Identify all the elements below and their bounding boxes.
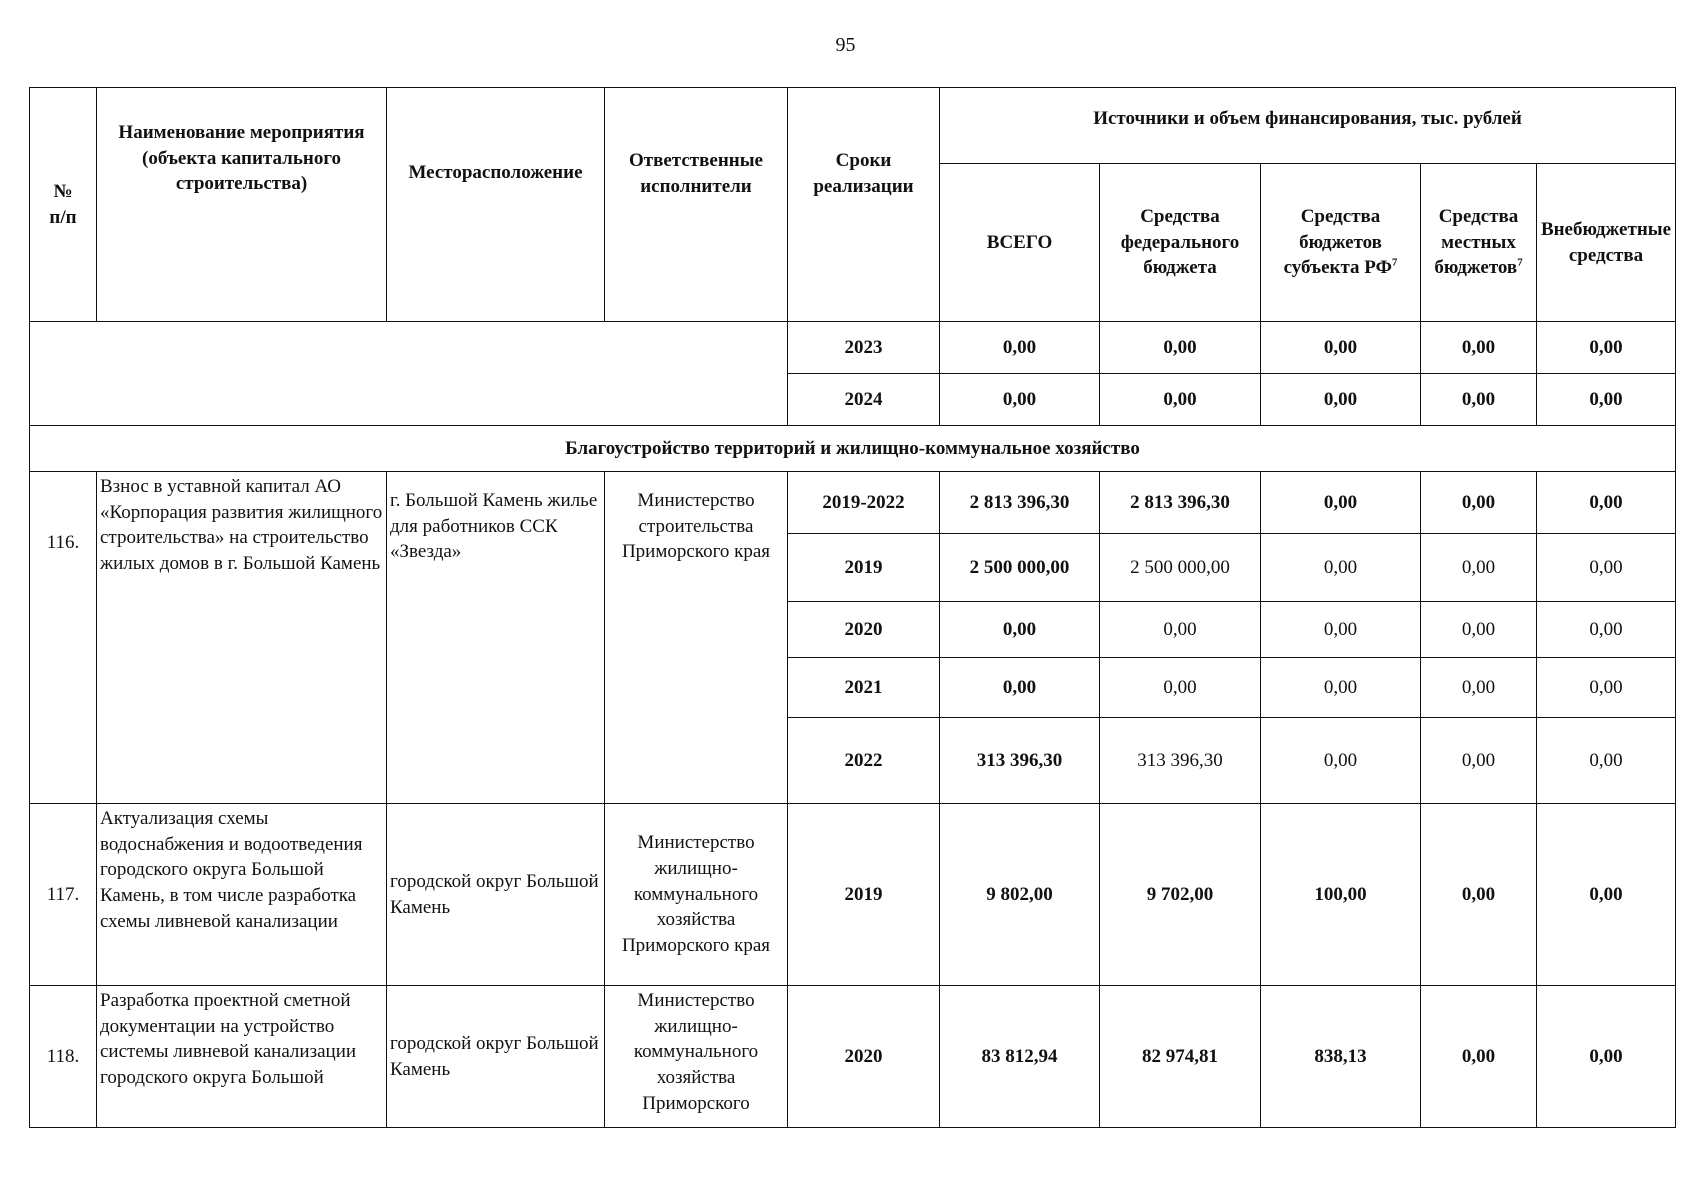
federal-cell: 0,00: [1100, 322, 1261, 374]
extra-cell: 0,00: [1537, 986, 1676, 1128]
subject-cell: 838,13: [1261, 986, 1421, 1128]
item-num: 116.: [30, 472, 97, 804]
total-cell: 2 813 396,30: [940, 472, 1100, 534]
item-name: Взнос в уставной капитал АО «Корпорация развития жилищного строительства» на строительство жилых домов в г. Большой Камень: [97, 472, 387, 804]
total-cell: 0,00: [940, 658, 1100, 718]
extra-cell: 0,00: [1537, 804, 1676, 986]
extra-cell: 0,00: [1537, 374, 1676, 426]
federal-cell: 82 974,81: [1100, 986, 1261, 1128]
year-cell: 2023: [788, 322, 940, 374]
header-subject-label: Средства бюджетов субъекта РФ: [1283, 206, 1392, 279]
local-cell: 0,00: [1421, 374, 1537, 426]
header-subject-footnote: 7: [1391, 256, 1398, 269]
table-header-row: [30, 88, 1676, 164]
federal-cell: 0,00: [1100, 658, 1261, 718]
local-cell: 0,00: [1421, 472, 1537, 534]
subject-cell: 0,00: [1261, 534, 1421, 602]
subject-cell: 0,00: [1261, 602, 1421, 658]
total-cell: 9 802,00: [940, 804, 1100, 986]
header-subject: [1261, 164, 1421, 322]
item-responsible: Министерство жилищно-коммунального хозяйства Приморского края: [605, 804, 788, 986]
item-location: городской округ Большой Камень: [387, 804, 605, 986]
year-cell: 2021: [788, 658, 940, 718]
item-responsible: Министерство строительства Приморского края: [605, 472, 788, 804]
local-cell: 0,00: [1421, 718, 1537, 804]
local-cell: 0,00: [1421, 804, 1537, 986]
extra-cell: 0,00: [1537, 322, 1676, 374]
extra-cell: 0,00: [1537, 534, 1676, 602]
subject-cell: 0,00: [1261, 658, 1421, 718]
item-location: г. Большой Камень жилье для работников ССК «Звезда»: [387, 472, 605, 804]
header-sources: Источники и объем финансирования, тыс. рублей: [940, 88, 1676, 164]
extra-cell: 0,00: [1537, 718, 1676, 804]
table-row: [30, 322, 1676, 374]
table-row: [30, 804, 1676, 986]
header-total: ВСЕГО: [940, 164, 1100, 322]
extra-cell: 0,00: [1537, 602, 1676, 658]
total-cell: 2 500 000,00: [940, 534, 1100, 602]
total-cell: 313 396,30: [940, 718, 1100, 804]
extra-cell: 0,00: [1537, 658, 1676, 718]
item-num: 118.: [30, 986, 97, 1128]
total-cell: 0,00: [940, 374, 1100, 426]
federal-cell: 0,00: [1100, 602, 1261, 658]
year-cell: 2019: [788, 534, 940, 602]
year-cell: 2020: [788, 602, 940, 658]
table-row: [30, 986, 1676, 1128]
item-name: Разработка проектной сметной документации на устройство системы ливневой канализации городского округа Большой: [97, 986, 387, 1128]
item-location: городской округ Большой Камень: [387, 986, 605, 1128]
year-cell: 2019: [788, 804, 940, 986]
header-extra: Внебюджетные средства: [1537, 164, 1676, 322]
subject-cell: 100,00: [1261, 804, 1421, 986]
header-local-footnote: 7: [1517, 256, 1523, 269]
header-name: Наименование мероприятия (объекта капитального строительства): [97, 88, 387, 322]
subject-cell: 0,00: [1261, 718, 1421, 804]
subject-cell: 0,00: [1261, 322, 1421, 374]
page-number: 95: [835, 34, 856, 56]
header-period: Сроки реализации: [788, 88, 940, 322]
total-cell: 0,00: [940, 602, 1100, 658]
header-local-label: Средства местных бюджетов: [1434, 206, 1519, 279]
year-cell: 2022: [788, 718, 940, 804]
subject-cell: 0,00: [1261, 374, 1421, 426]
table-row: [30, 472, 1676, 534]
header-responsible: Ответственные исполнители: [605, 88, 788, 322]
empty-cell: [30, 322, 788, 426]
federal-cell: 2 813 396,30: [1100, 472, 1261, 534]
local-cell: 0,00: [1421, 658, 1537, 718]
total-cell: 83 812,94: [940, 986, 1100, 1128]
header-num: № п/п: [30, 88, 97, 322]
subject-cell: 0,00: [1261, 472, 1421, 534]
item-name: Актуализация схемы водоснабжения и водоотведения городского округа Большой Камень, в том числе разработка схемы ливневой канализации: [97, 804, 387, 986]
local-cell: 0,00: [1421, 986, 1537, 1128]
local-cell: 0,00: [1421, 602, 1537, 658]
item-responsible: Министерство жилищно-коммунального хозяйства Приморского: [605, 986, 788, 1128]
header-location: Месторасположение: [387, 88, 605, 322]
financing-table: [29, 87, 1676, 1128]
year-cell: 2020: [788, 986, 940, 1128]
header-federal: Средства федерального бюджета: [1100, 164, 1261, 322]
federal-cell: 9 702,00: [1100, 804, 1261, 986]
year-cell: 2024: [788, 374, 940, 426]
year-cell: 2019-2022: [788, 472, 940, 534]
section-title: Благоустройство территорий и жилищно-коммунальное хозяйство: [30, 426, 1676, 472]
federal-cell: 2 500 000,00: [1100, 534, 1261, 602]
item-num: 117.: [30, 804, 97, 986]
extra-cell: 0,00: [1537, 472, 1676, 534]
federal-cell: 0,00: [1100, 374, 1261, 426]
local-cell: 0,00: [1421, 534, 1537, 602]
header-local: [1421, 164, 1537, 322]
section-row: [30, 426, 1676, 472]
local-cell: 0,00: [1421, 322, 1537, 374]
total-cell: 0,00: [940, 322, 1100, 374]
federal-cell: 313 396,30: [1100, 718, 1261, 804]
